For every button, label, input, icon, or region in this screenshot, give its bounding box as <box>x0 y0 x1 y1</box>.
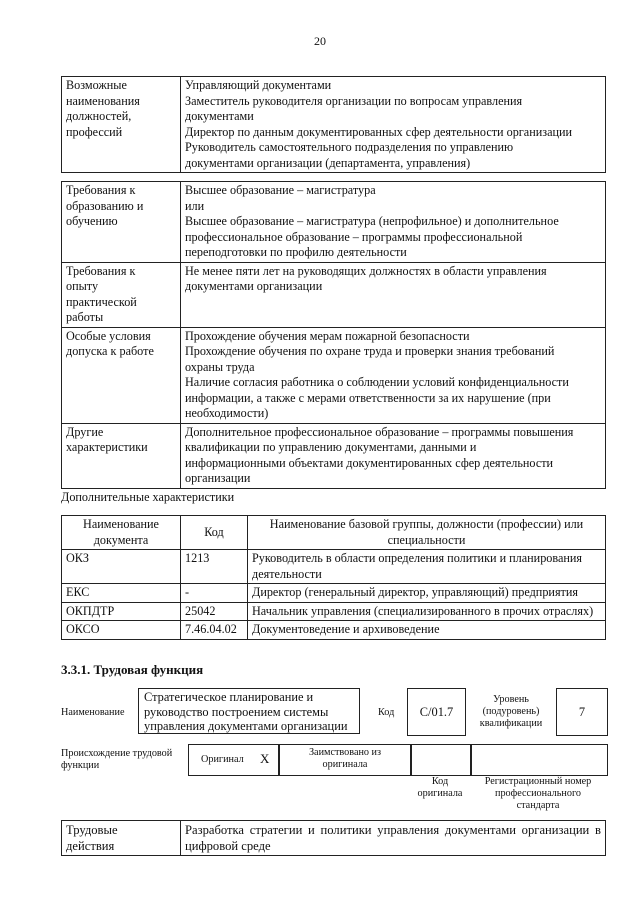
cell-doc: ОКЗ <box>62 550 181 584</box>
header-name: Наименование базовой группы, должности (профессии) или специальности <box>248 516 606 550</box>
actions-value: Разработка стратегии и политики управления документами организации в цифровой среде <box>181 821 606 856</box>
function-name-box: Стратегическое планирование и руководство построением системы управления документами организации <box>138 688 360 734</box>
education-label: Требования к образованию и обучению <box>62 182 181 263</box>
cell-code: 1213 <box>181 550 248 584</box>
reg-number-box <box>470 744 608 776</box>
page-number: 20 <box>314 34 326 48</box>
level-box: 7 <box>556 688 608 736</box>
original-label: Оригинал <box>201 754 244 765</box>
table-row <box>62 327 606 423</box>
actions-label: Трудовые действия <box>62 821 181 856</box>
cell-doc: ЕКС <box>62 584 181 603</box>
cell-code: 7.46.04.02 <box>181 621 248 640</box>
cell-doc: ОКСО <box>62 621 181 640</box>
table-row <box>62 621 606 640</box>
cell-code: - <box>181 584 248 603</box>
original-mark: X <box>260 751 270 766</box>
level-label: Уровень (подуровень) квалификации <box>479 694 543 729</box>
cell-name: Руководитель в области определения политики и планирования деятельности <box>248 550 606 584</box>
borrowed-box <box>278 744 412 776</box>
table-row <box>62 77 606 173</box>
experience-value: Не менее пяти лет на руководящих должностях в области управления документами организации <box>181 262 606 327</box>
code-original-label: Код оригинала <box>417 776 463 799</box>
table-row <box>62 262 606 327</box>
cell-name: Начальник управления (специализированного в прочих отраслях) <box>248 602 606 621</box>
section-heading: 3.3.1. Трудовая функция <box>61 662 204 677</box>
requirements-table <box>61 181 606 489</box>
borrowed-label: Заимствовано из оригинала <box>308 747 382 770</box>
additional-title: Дополнительные характеристики <box>61 490 235 504</box>
code-box: C/01.7 <box>407 688 466 736</box>
table-row <box>62 423 606 488</box>
code-label: Код <box>378 707 395 718</box>
table-header-row <box>62 516 606 550</box>
header-code: Код <box>181 516 248 550</box>
admission-value: Прохождение обучения мерам пожарной безопасности Прохождение обучения по охране труда и проверки знания требований охраны труда Наличие согласия работника о соблюдении условий конфиденциальности информации, а также с мерами ответственности за их нарушение (при необходимости) <box>181 327 606 423</box>
orig-code-box <box>410 744 472 776</box>
cell-name: Директор (генеральный директор, управляющий) предприятия <box>248 584 606 603</box>
other-label: Другие характеристики <box>62 423 181 488</box>
experience-label: Требования к опыту практической работы <box>62 262 181 327</box>
job-titles-table <box>61 76 606 173</box>
cell-name: Документоведение и архивоведение <box>248 621 606 640</box>
additional-table <box>61 515 606 640</box>
table-row <box>62 821 606 856</box>
table-row <box>62 550 606 584</box>
table-row <box>62 584 606 603</box>
origin-label: Происхождение трудовой функции <box>61 748 173 771</box>
original-box <box>188 744 280 776</box>
education-value: Высшее образование – магистратура или Высшее образование – магистратура (непрофильное) и дополнительное профессиональное образование – программы профессиональной переподготовки по профилю деятельности <box>181 182 606 263</box>
job-titles-label: Возможные наименования должностей, профессий <box>62 77 181 173</box>
actions-table <box>61 820 606 856</box>
job-titles-list: Управляющий документами Заместитель руководителя организации по вопросам управления документами Директор по данным документированных сфер деятельности организации Руководитель самостоятельного подразделения по управлению документами организации (департамента, управления) <box>181 77 606 173</box>
table-row <box>62 182 606 263</box>
other-value: Дополнительное профессиональное образование – программы повышения квалификации по управлению документами, данными и информационными объектами документированных сфер деятельности организации <box>181 423 606 488</box>
admission-label: Особые условия допуска к работе <box>62 327 181 423</box>
table-row <box>62 602 606 621</box>
cell-code: 25042 <box>181 602 248 621</box>
header-document: Наименование документа <box>62 516 181 550</box>
reg-number-label: Регистрационный номер профессионального стандарта <box>484 776 592 811</box>
name-label: Наименование <box>61 707 125 718</box>
cell-doc: ОКПДТР <box>62 602 181 621</box>
